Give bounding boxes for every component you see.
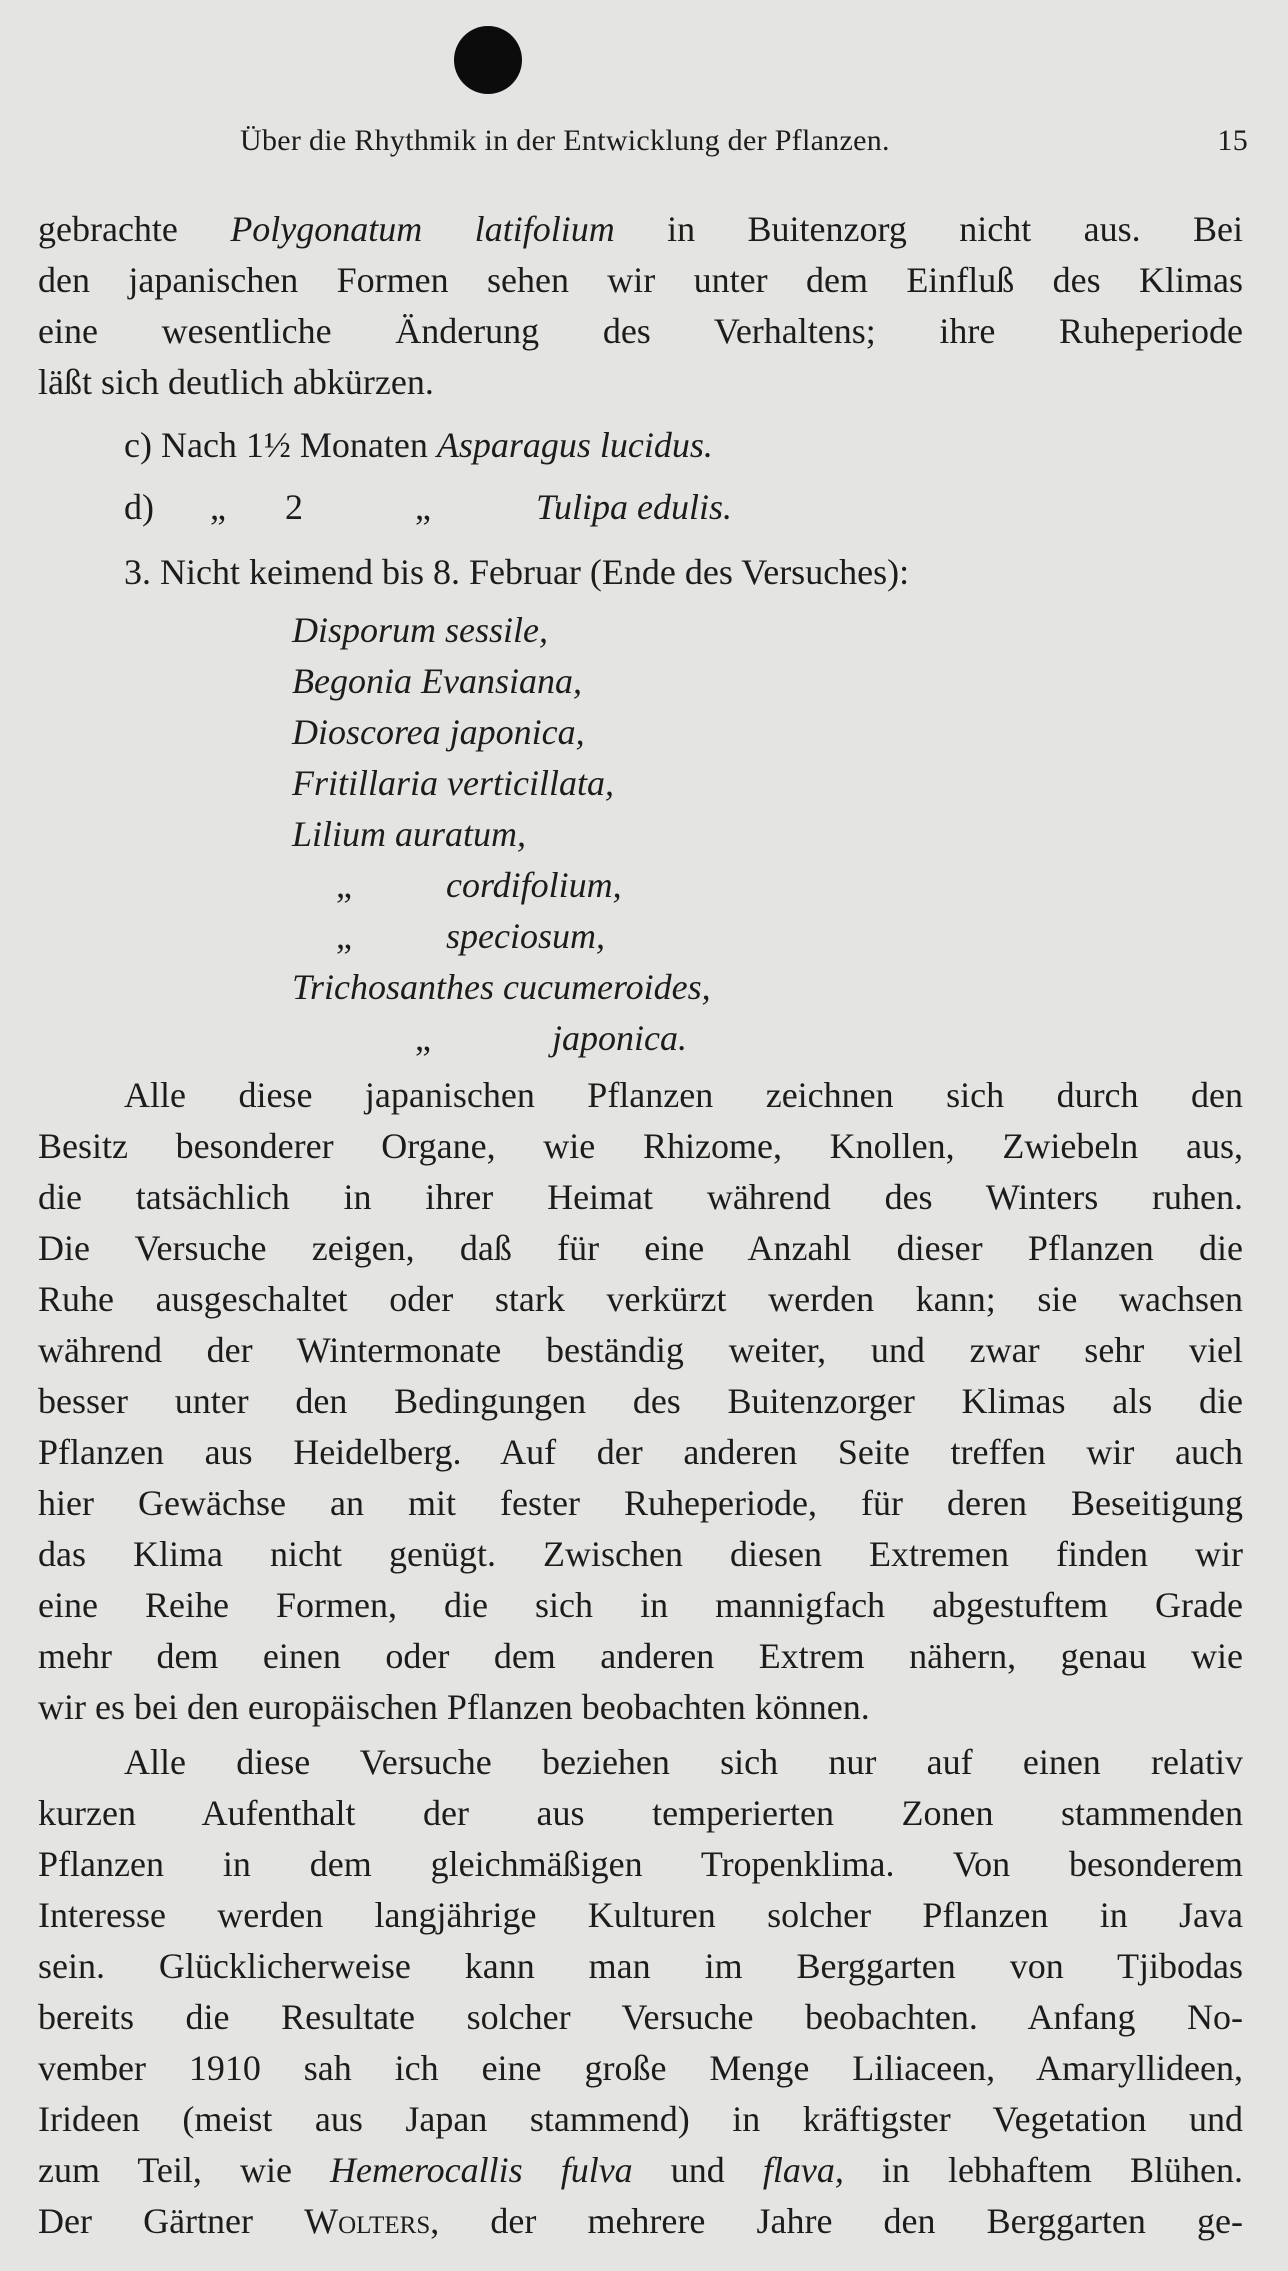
ditto-mark: „ — [336, 916, 352, 956]
list-item-d-species: Tulipa edulis. — [536, 487, 733, 527]
page-header — [240, 124, 1248, 164]
text-line: Irideen (meist aus Japan stammend) in kräftigster Vegetation und — [38, 2099, 1243, 2139]
text-line: mehr dem einen oder dem anderen Extrem nähern, genau wie — [38, 1636, 1243, 1676]
species-entry: Disporum sessile, — [292, 610, 549, 650]
page-number: 15 — [1217, 124, 1248, 157]
ditto-mark: „ — [415, 487, 431, 527]
text-line: gebrachte Polygonatum latifolium in Buitenzorg nicht aus. Bei — [38, 209, 1243, 249]
text-line: kurzen Aufenthalt der aus temperierten Zonen stammenden — [38, 1793, 1243, 1833]
text-line: Besitz besonderer Organe, wie Rhizome, Knollen, Zwiebeln aus, — [38, 1126, 1243, 1166]
text-line: wir es bei den europäischen Pflanzen beobachten können. — [38, 1687, 870, 1727]
text-line: während der Wintermonate beständig weiter, und zwar sehr viel — [38, 1330, 1243, 1370]
text-line: das Klima nicht genügt. Zwischen diesen Extremen finden wir — [38, 1534, 1243, 1574]
text-line: sein. Glücklicherweise kann man im Berggarten von Tjibodas — [38, 1946, 1243, 1986]
text-line: eine Reihe Formen, die sich in mannigfach abgestuftem Grade — [38, 1585, 1243, 1625]
species-entry: Dioscorea japonica, — [292, 712, 585, 752]
species-entry: Trichosanthes cucumeroides, — [292, 967, 711, 1007]
text-line: Alle diese Versuche beziehen sich nur auf einen relativ — [124, 1742, 1243, 1782]
running-title: Über die Rhythmik in der Entwicklung der Pflanzen. — [240, 124, 890, 157]
list-item-d-label: d) — [124, 487, 154, 527]
species-entry: japonica. — [552, 1018, 687, 1058]
text-line: die tatsächlich in ihrer Heimat während des Winters ruhen. — [38, 1177, 1243, 1217]
text-line: Die Versuche zeigen, daß für eine Anzahl dieser Pflanzen die — [38, 1228, 1243, 1268]
text-line: vember 1910 sah ich eine große Menge Liliaceen, Amaryllideen, — [38, 2048, 1243, 2088]
text-line: Pflanzen in dem gleichmäßigen Tropenklima. Von besonderem — [38, 1844, 1243, 1884]
list-item-3: 3. Nicht keimend bis 8. Februar (Ende des Versuches): — [124, 552, 910, 592]
species-entry: cordifolium, — [446, 865, 622, 905]
text-line: Der Gärtner Wolters, der mehrere Jahre den Berggarten ge- — [38, 2201, 1243, 2241]
text-line: eine wesentliche Änderung des Verhaltens; ihre Ruheperiode — [38, 311, 1243, 351]
text-line: den japanischen Formen sehen wir unter dem Einfluß des Klimas — [38, 260, 1243, 300]
text-line: läßt sich deutlich abkürzen. — [38, 362, 434, 402]
text-line: besser unter den Bedingungen des Buitenzorger Klimas als die — [38, 1381, 1243, 1421]
text-line: Alle diese japanischen Pflanzen zeichnen sich durch den — [124, 1075, 1243, 1115]
ditto-mark: „ — [415, 1018, 431, 1058]
list-item-d-number: 2 — [285, 487, 303, 527]
species-entry: Fritillaria verticillata, — [292, 763, 614, 803]
ditto-mark: „ — [210, 487, 226, 527]
species-entry: Begonia Evansiana, — [292, 661, 582, 701]
binding-hole — [454, 26, 522, 94]
ditto-mark: „ — [336, 865, 352, 905]
list-item-c: c) Nach 1½ Monaten Asparagus lucidus. — [124, 425, 713, 465]
text-line: Interesse werden langjährige Kulturen solcher Pflanzen in Java — [38, 1895, 1243, 1935]
text-line: bereits die Resultate solcher Versuche beobachten. Anfang No- — [38, 1997, 1243, 2037]
text-line: Pflanzen aus Heidelberg. Auf der anderen Seite treffen wir auch — [38, 1432, 1243, 1472]
text-line: Ruhe ausgeschaltet oder stark verkürzt werden kann; sie wachsen — [38, 1279, 1243, 1319]
text-line: hier Gewächse an mit fester Ruheperiode, für deren Beseitigung — [38, 1483, 1243, 1523]
species-entry: Lilium auratum, — [292, 814, 527, 854]
species-entry: speciosum, — [446, 916, 605, 956]
text-line: zum Teil, wie Hemerocallis fulva und flava, in lebhaftem Blühen. — [38, 2150, 1243, 2190]
